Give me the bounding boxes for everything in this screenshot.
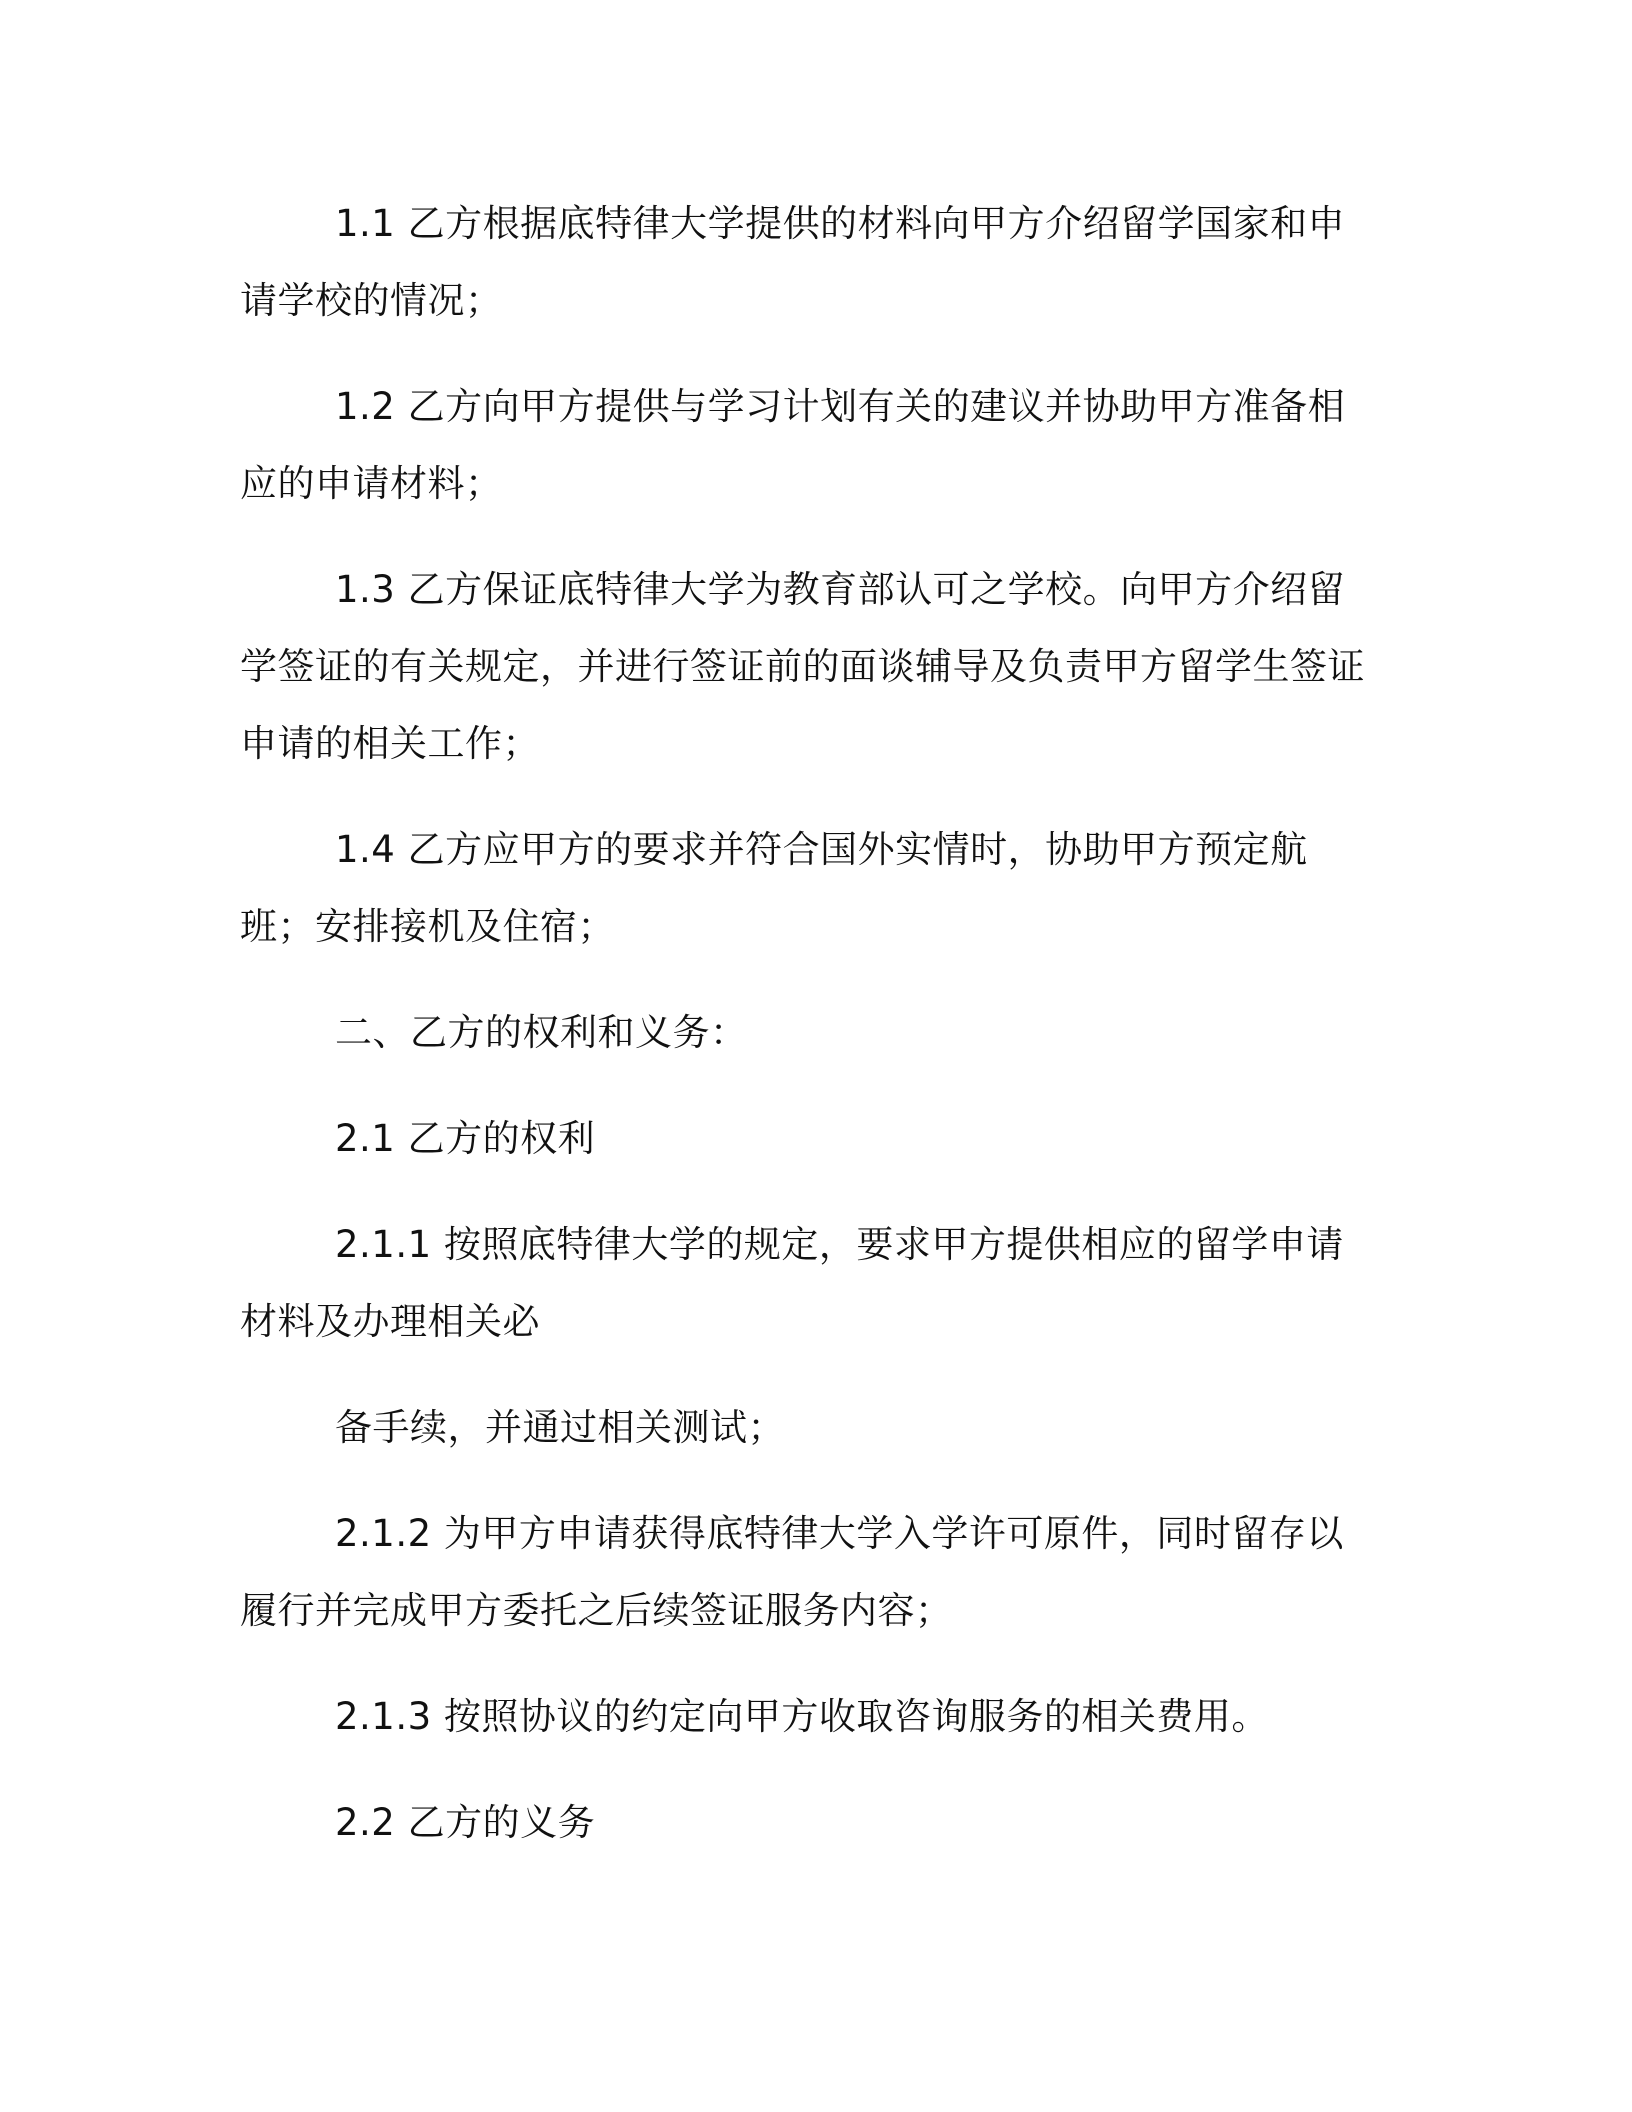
document-body — [240, 185, 1370, 1890]
clause-1-2: 1.2 乙方向甲方提供与学习计划有关的建议并协助甲方准备相应的申请材料； — [240, 385, 1346, 505]
clause-1-4: 1.4 乙方应甲方的要求并符合国外实情时，协助甲方预定航班；安排接机及住宿； — [240, 828, 1308, 948]
clause-2-1-2: 2.1.2 为甲方申请获得底特律大学入学许可原件，同时留存以履行并完成甲方委托之后续签证服务内容； — [240, 1512, 1344, 1632]
clause-2-1-3: 2.1.3 按照协议的约定向甲方收取咨询服务的相关费用。 — [335, 1695, 1269, 1738]
clause-2-2-heading: 2.2 乙方的义务 — [335, 1801, 596, 1844]
clause-2-1-1: 2.1.1 按照底特律大学的规定，要求甲方提供相应的留学申请材料及办理相关必 — [240, 1223, 1344, 1343]
clause-2-1-heading: 2.1 乙方的权利 — [335, 1117, 596, 1160]
clause-1-1: 1.1 乙方根据底特律大学提供的材料向甲方介绍留学国家和申请学校的情况； — [240, 202, 1346, 322]
clause-1-3: 1.3 乙方保证底特律大学为教育部认可之学校。向甲方介绍留学签证的有关规定，并进行签证前的面谈辅导及负责甲方留学生签证申请的相关工作； — [240, 568, 1365, 765]
section-2-heading: 二、乙方的权利和义务： — [335, 1011, 748, 1054]
clause-2-1-1-continued: 备手续，并通过相关测试； — [335, 1406, 785, 1449]
